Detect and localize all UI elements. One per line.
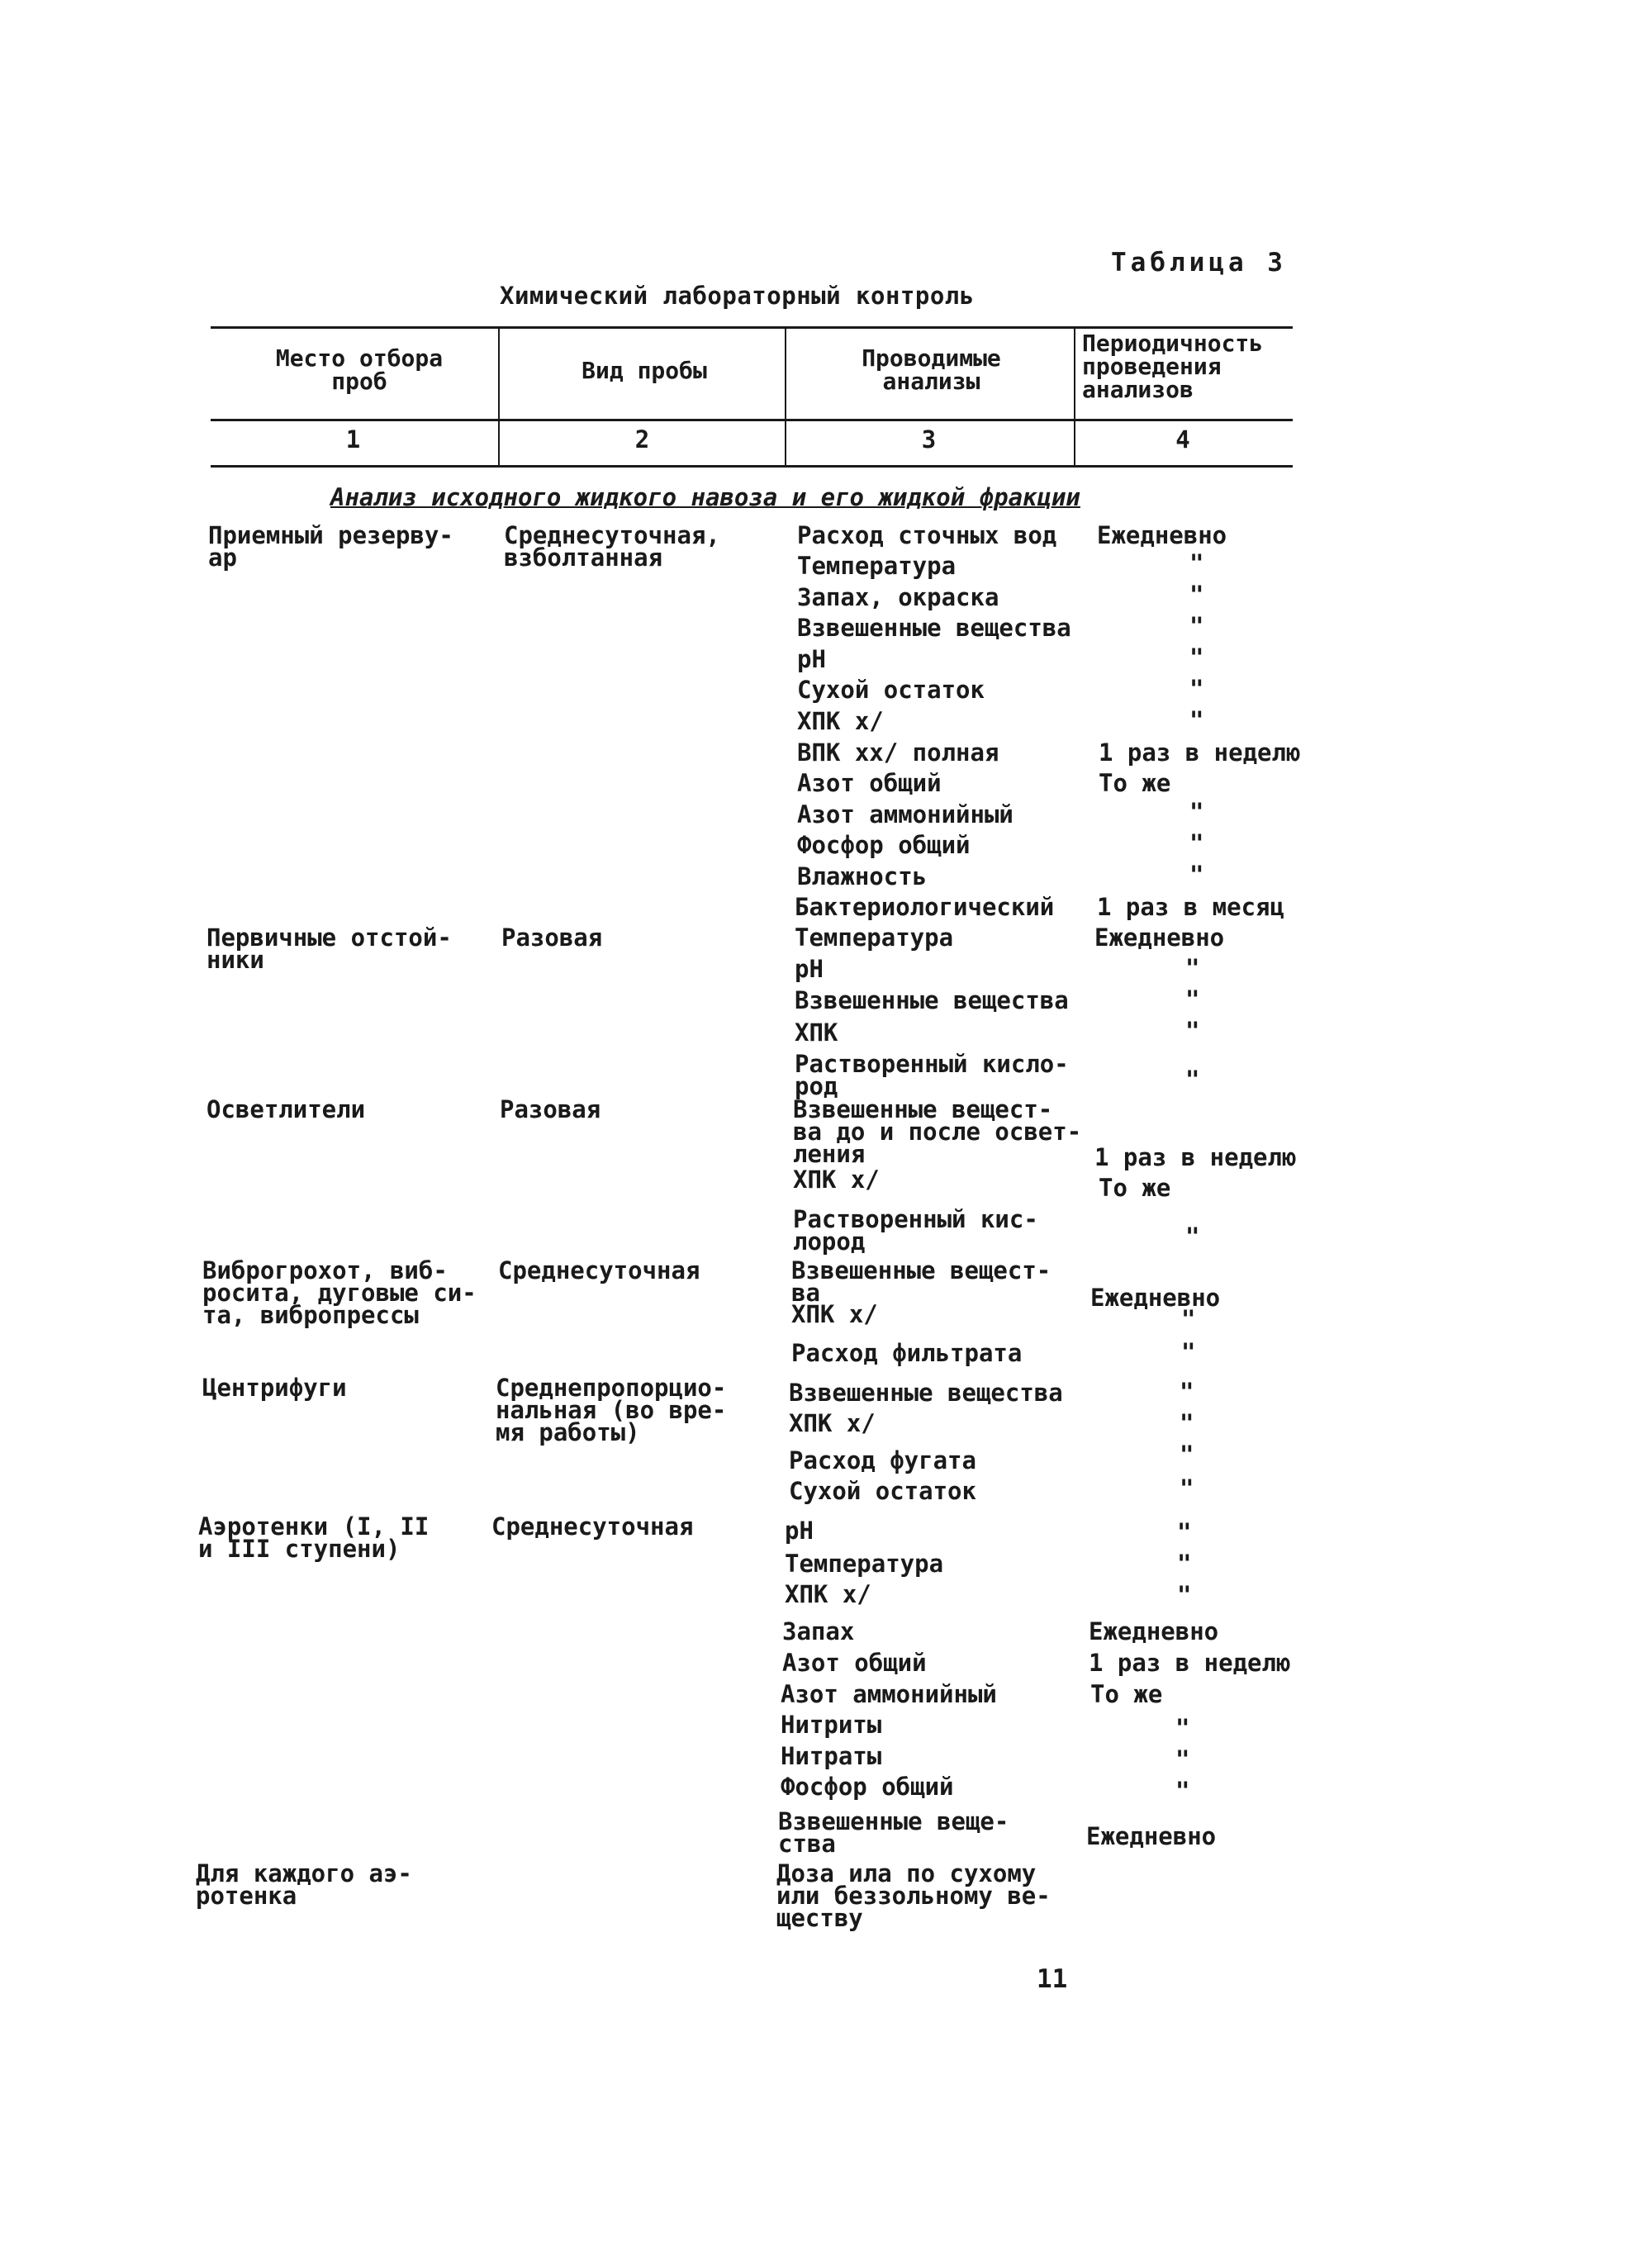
ditto-mark: " xyxy=(1177,1550,1192,1578)
header-place: Место отбора проб xyxy=(275,344,444,395)
header-period: Периодичность проведения анализов xyxy=(1082,330,1264,403)
period-cell: То же xyxy=(1099,769,1171,797)
analysis-cell: Нитриты xyxy=(781,1711,882,1739)
ditto-mark: " xyxy=(1185,1017,1200,1045)
table-top-rule xyxy=(211,326,1293,329)
sample-cell: Разовая xyxy=(500,1095,601,1123)
ditto-mark: " xyxy=(1177,1518,1192,1546)
ditto-mark: " xyxy=(1189,643,1204,672)
analysis-cell: ХПК x/ xyxy=(797,707,884,735)
analysis-cell: Азот общий xyxy=(782,1649,927,1677)
ditto-mark: " xyxy=(1189,798,1204,826)
place-cell: Первичные отстой- ники xyxy=(206,923,452,974)
period-cell: То же xyxy=(1090,1680,1163,1708)
sample-cell: Разовая xyxy=(501,923,603,952)
analysis-cell: Растворенный кисло- род xyxy=(795,1050,1069,1100)
sample-cell: Среднесуточная, взболтанная xyxy=(504,521,720,572)
ditto-mark: " xyxy=(1189,706,1204,734)
ditto-mark: " xyxy=(1180,1409,1194,1437)
ditto-mark: " xyxy=(1189,675,1204,703)
period-cell: Ежедневно xyxy=(1097,521,1227,549)
period-cell: 1 раз в месяц xyxy=(1097,893,1284,921)
ditto-mark: " xyxy=(1177,1581,1192,1609)
analysis-cell: Запах, окраска xyxy=(797,583,999,611)
analysis-cell: pH xyxy=(797,645,826,673)
place-cell: Виброгрохот, виб- росита, дуговые си- та, вибропрессы xyxy=(202,1256,477,1329)
header-analyses: Проводимые анализы xyxy=(862,344,1001,395)
ditto-mark: " xyxy=(1185,954,1200,982)
analysis-cell: pH xyxy=(785,1517,814,1545)
numbers-bottom-rule xyxy=(211,465,1293,468)
analysis-cell: Нитраты xyxy=(781,1742,882,1770)
period-cell: Ежедневно xyxy=(1089,1617,1219,1645)
ditto-mark: " xyxy=(1181,1338,1196,1366)
analysis-cell: ХПК x/ xyxy=(791,1300,878,1328)
period-cell: 1 раз в неделю xyxy=(1099,738,1301,767)
page-number: 11 xyxy=(1037,1964,1068,1994)
sample-cell: Среднепропорцио- нальная (во вре- мя работы) xyxy=(496,1374,727,1446)
sample-cell: Среднесуточная xyxy=(491,1512,694,1541)
analysis-cell: ХПК x/ xyxy=(785,1580,871,1608)
analysis-cell: Азот общий xyxy=(797,769,942,797)
analysis-cell: ХПК xyxy=(795,1018,838,1047)
ditto-mark: " xyxy=(1185,985,1200,1014)
analysis-cell: Взвешенные вещества xyxy=(797,614,1071,642)
analysis-cell: Взвешенные вещества xyxy=(789,1379,1063,1407)
analysis-cell: Растворенный кис- лород xyxy=(793,1205,1038,1256)
analysis-cell: Запах xyxy=(782,1617,855,1645)
analysis-cell: Расход фугата xyxy=(789,1446,976,1474)
period-cell: 1 раз в неделю xyxy=(1089,1649,1291,1677)
analysis-cell: Доза ила по сухому или беззольному ве- ществу xyxy=(776,1859,1051,1932)
column-number: 4 xyxy=(1175,425,1190,453)
analysis-cell: pH xyxy=(795,955,824,983)
ditto-mark: " xyxy=(1180,1441,1194,1469)
period-cell: То же xyxy=(1099,1174,1171,1202)
header-sample: Вид пробы xyxy=(582,357,707,384)
header-bottom-rule xyxy=(211,419,1293,421)
period-cell: Ежедневно xyxy=(1086,1822,1217,1850)
ditto-mark: " xyxy=(1185,1223,1200,1251)
analysis-cell: Сухой остаток xyxy=(797,676,985,704)
sample-cell: Среднесуточная xyxy=(498,1256,700,1284)
place-cell: Аэротенки (I, II и III ступени) xyxy=(198,1512,430,1563)
analysis-cell: Сухой остаток xyxy=(789,1477,976,1505)
ditto-mark: " xyxy=(1181,1305,1196,1333)
ditto-mark: " xyxy=(1180,1474,1194,1503)
section-title: Анализ исходного жидкого навоза и его жидкой фракции xyxy=(330,483,1080,511)
analysis-cell: ХПК x/ xyxy=(789,1409,876,1437)
column-number: 1 xyxy=(345,425,361,453)
place-cell: Осветлители xyxy=(206,1095,366,1123)
ditto-mark: " xyxy=(1189,829,1204,857)
ditto-mark: " xyxy=(1175,1745,1190,1773)
ditto-mark: " xyxy=(1189,861,1204,889)
place-cell: Приемный резерву- ар xyxy=(208,521,453,572)
analysis-cell: Фосфор общий xyxy=(781,1773,954,1801)
analysis-cell: Взвешенные вещест- ва до и после освет- ления xyxy=(793,1095,1082,1168)
ditto-mark: " xyxy=(1175,1714,1190,1742)
analysis-cell: Температура xyxy=(797,552,957,580)
analysis-cell: Бактериологический xyxy=(795,893,1055,921)
period-cell: Ежедневно xyxy=(1090,1284,1221,1312)
analysis-cell: Фосфор общий xyxy=(797,831,971,859)
analysis-cell: Взвешенные вещества xyxy=(795,986,1069,1014)
analysis-cell: Азот аммонийный xyxy=(781,1680,997,1708)
analysis-cell: Температура xyxy=(785,1550,944,1578)
column-number: 3 xyxy=(921,425,937,453)
place-cell: Центрифуги xyxy=(202,1374,347,1402)
analysis-cell: Температура xyxy=(795,923,954,952)
period-cell: 1 раз в неделю xyxy=(1094,1143,1297,1171)
ditto-mark: " xyxy=(1189,612,1204,640)
table-label: Таблица 3 xyxy=(1111,248,1287,278)
ditto-mark: " xyxy=(1189,549,1204,577)
ditto-mark: " xyxy=(1185,1066,1200,1094)
table-title: Химический лабораторный контроль xyxy=(500,282,975,310)
analysis-cell: ХПК x/ xyxy=(793,1166,880,1194)
analysis-cell: ВПК xx/ полная xyxy=(797,738,999,767)
analysis-cell: Влажность xyxy=(797,862,928,890)
analysis-cell: Взвешенные веще- ства xyxy=(778,1807,1009,1858)
analysis-cell: Взвешенные вещест- ва xyxy=(791,1256,1051,1307)
place-cell: Для каждого аэ- ротенка xyxy=(196,1859,412,1910)
analysis-cell: Расход сточных вод xyxy=(797,521,1057,549)
ditto-mark: " xyxy=(1180,1378,1194,1406)
analysis-cell: Азот аммонийный xyxy=(797,800,1014,829)
ditto-mark: " xyxy=(1189,581,1204,609)
analysis-cell: Расход фильтрата xyxy=(791,1339,1023,1367)
ditto-mark: " xyxy=(1175,1777,1190,1805)
column-number: 2 xyxy=(634,425,650,453)
period-cell: Ежедневно xyxy=(1094,923,1225,952)
